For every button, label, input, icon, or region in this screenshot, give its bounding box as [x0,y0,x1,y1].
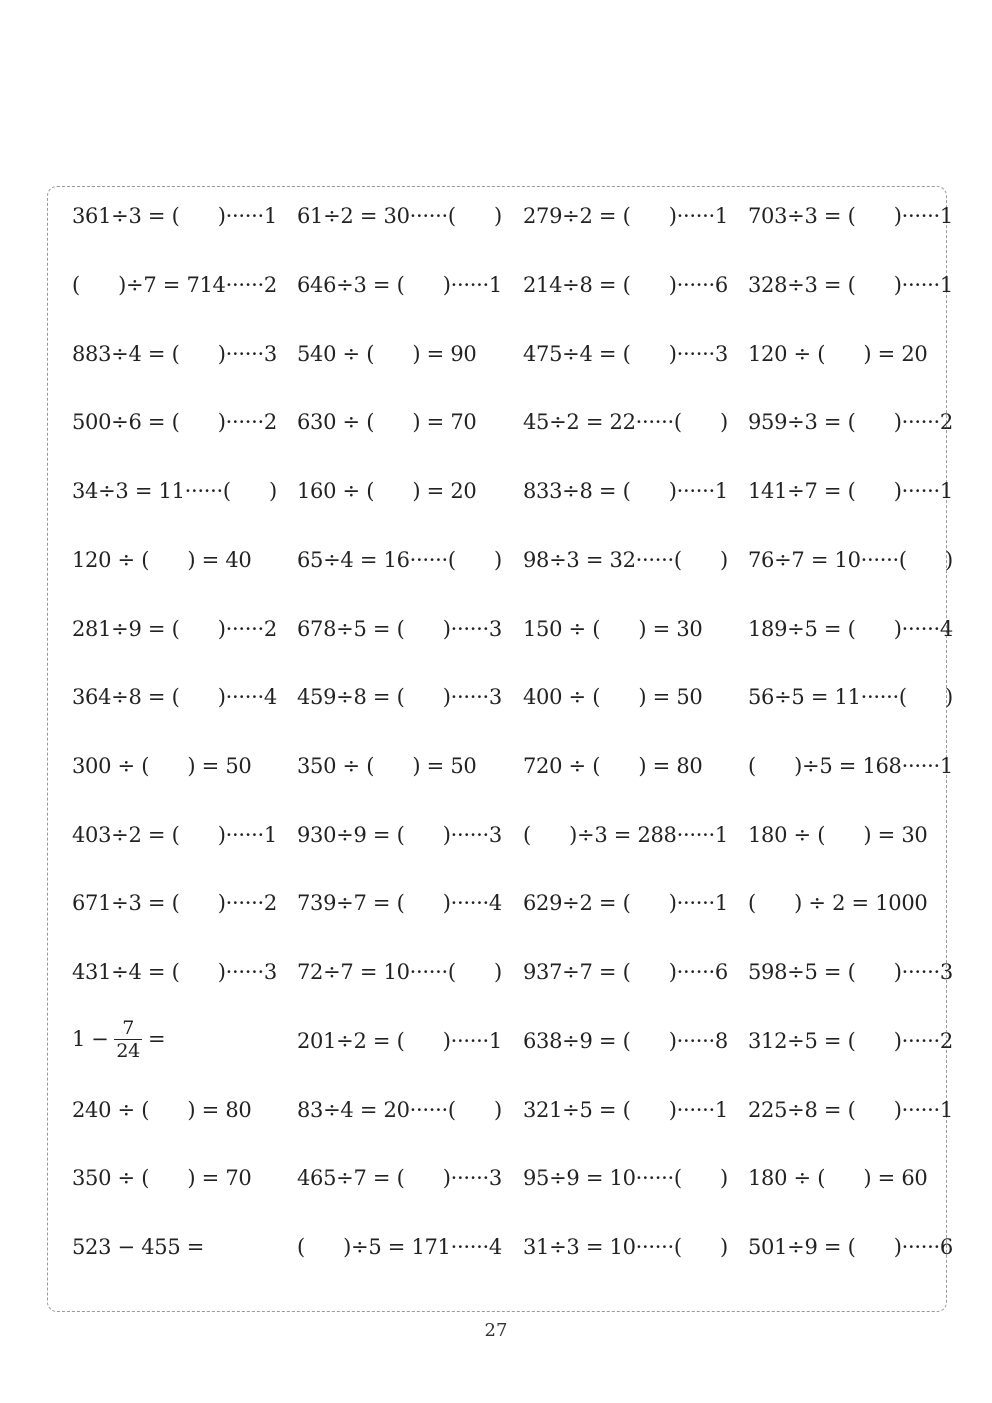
problem-cell: 312÷5 = ( )······2 [748,1029,953,1053]
problem-row [72,471,962,511]
problem-cell: 65÷4 = 16······( ) [297,548,502,572]
fraction-denominator: 24 [116,1039,140,1062]
page-number: 27 [484,1320,508,1341]
fraction-equals: = [147,1027,166,1051]
problem-cell: 364÷8 = ( )······4 [72,685,277,709]
problem-cell: 141÷7 = ( )······1 [748,479,953,503]
problem-cell: ( )÷3 = 288······1 [523,823,728,847]
fraction-whole: 1 [72,1027,86,1051]
problem-cell: 361÷3 = ( )······1 [72,204,277,228]
problem-cell: 56÷5 = 11······( ) [748,685,953,709]
fraction [114,1017,142,1062]
problem-cell: 180 ÷ ( ) = 30 [748,823,928,847]
problem-row [72,334,962,374]
problem-cell: 739÷7 = ( )······4 [297,891,502,915]
problem-cell: 598÷5 = ( )······3 [748,960,953,984]
problem-cell: 638÷9 = ( )······8 [523,1029,728,1053]
problem-cell: 501÷9 = ( )······6 [748,1235,953,1259]
problem-cell: 629÷2 = ( )······1 [523,891,728,915]
problem-row [72,1016,962,1062]
problem-row [72,815,962,855]
problem-cell: 630 ÷ ( ) = 70 [297,410,477,434]
problem-cell: 703÷3 = ( )······1 [748,204,953,228]
problem-cell: 98÷3 = 32······( ) [523,548,728,572]
problem-cell: 120 ÷ ( ) = 20 [748,342,928,366]
fraction-problem [72,1016,166,1062]
problem-row [72,402,962,442]
problem-cell: 180 ÷ ( ) = 60 [748,1166,928,1190]
problem-cell: 225÷8 = ( )······1 [748,1098,953,1122]
problem-cell: 34÷3 = 11······( ) [72,479,277,503]
problem-cell: 500÷6 = ( )······2 [72,410,277,434]
problem-cell: 350 ÷ ( ) = 70 [72,1166,252,1190]
problem-cell: 671÷3 = ( )······2 [72,891,277,915]
problem-cell: 214÷8 = ( )······6 [523,273,728,297]
problem-row [72,609,962,649]
problem-cell: 350 ÷ ( ) = 50 [297,754,477,778]
problem-row [72,1158,962,1198]
problem-cell: 930÷9 = ( )······3 [297,823,502,847]
problem-cell: 31÷3 = 10······( ) [523,1235,728,1259]
problem-cell: 403÷2 = ( )······1 [72,823,277,847]
problem-cell: 300 ÷ ( ) = 50 [72,754,252,778]
problem-cell: 678÷5 = ( )······3 [297,617,502,641]
problem-row [72,1090,962,1130]
problem-cell: 76÷7 = 10······( ) [748,548,953,572]
problem-cell: 120 ÷ ( ) = 40 [72,548,252,572]
problem-cell: 240 ÷ ( ) = 80 [72,1098,252,1122]
problem-cell: 95÷9 = 10······( ) [523,1166,728,1190]
problem-cell: 160 ÷ ( ) = 20 [297,479,477,503]
problem-cell: 465÷7 = ( )······3 [297,1166,502,1190]
problem-row [72,540,962,580]
problem-row [72,196,962,236]
problem-row [72,746,962,786]
problem-cell: 328÷3 = ( )······1 [748,273,953,297]
problem-cell: 720 ÷ ( ) = 80 [523,754,703,778]
problem-cell: 72÷7 = 10······( ) [297,960,502,984]
problem-cell: 400 ÷ ( ) = 50 [523,685,703,709]
problem-cell: 281÷9 = ( )······2 [72,617,277,641]
problem-cell: ( )÷5 = 171······4 [297,1235,502,1259]
problem-cell: 883÷4 = ( )······3 [72,342,277,366]
problem-cell: 279÷2 = ( )······1 [523,204,728,228]
problem-row [72,883,962,923]
problem-cell: 959÷3 = ( )······2 [748,410,953,434]
problem-cell: 83÷4 = 20······( ) [297,1098,502,1122]
problem-cell: ( ) ÷ 2 = 1000 [748,891,928,915]
problem-cell: 646÷3 = ( )······1 [297,273,502,297]
problem-cell: 431÷4 = ( )······3 [72,960,277,984]
problem-cell: 61÷2 = 30······( ) [297,204,502,228]
problem-cell: 937÷7 = ( )······6 [523,960,728,984]
problem-cell: 45÷2 = 22······( ) [523,410,728,434]
problem-cell: 459÷8 = ( )······3 [297,685,502,709]
problem-cell: 189÷5 = ( )······4 [748,617,953,641]
problem-cell: 540 ÷ ( ) = 90 [297,342,477,366]
problem-cell: 201÷2 = ( )······1 [297,1029,502,1053]
problem-row [72,1227,962,1267]
problem-row [72,265,962,305]
problem-cell: 833÷8 = ( )······1 [523,479,728,503]
problem-cell: ( )÷7 = 714······2 [72,273,277,297]
fraction-expression [72,1016,166,1062]
problem-cell: 475÷4 = ( )······3 [523,342,728,366]
problem-cell: 150 ÷ ( ) = 30 [523,617,703,641]
problem-row [72,677,962,717]
problem-cell: 523 − 455 = [72,1235,205,1259]
fraction-numerator: 7 [122,1016,135,1039]
problem-cell: 321÷5 = ( )······1 [523,1098,728,1122]
problem-row [72,952,962,992]
problem-cell: ( )÷5 = 168······1 [748,754,953,778]
fraction-operator: − [91,1027,109,1051]
